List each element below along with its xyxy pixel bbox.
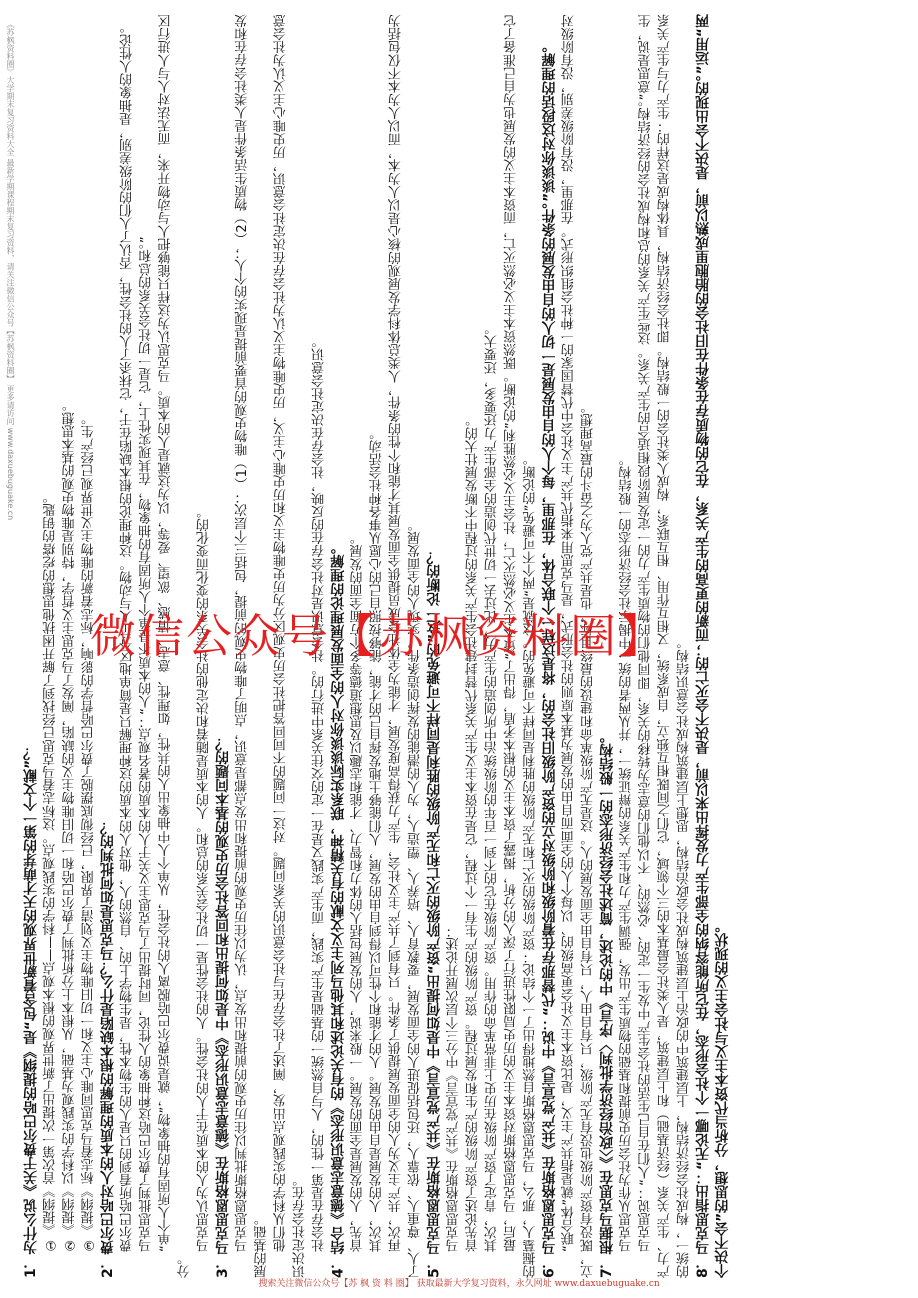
paragraph: “单个人所固有的抽象物”，就是说费尔巴哈脱离人的社会性，从单个人中抽象出人的共性，如理性、意志、情感、欲望、爱等，以为这就是人的本质。马克思认为这样只能够把人与动物开来，而无法对人与人进行区分。 bbox=[158, 14, 193, 1278]
section-8 bbox=[694, 14, 732, 1278]
paragraph: 再次，共产主义为人的全面发展提供了条件。只有到了共产主义社会，生产力获得高度发展，才能为全体社会成员提供全面发展其才能和个性的条件，人类总体科学发展观的核心是以人为本，而以人为本不仅包括为了人、尊重人、依靠人，还包括促进人的全面发展，要教育人、培养人、塑造人，为人的潜能的发挥创造条件，实现人的全面发展。 bbox=[388, 14, 424, 1278]
paragraph: 首先，人的发展是全面的发展。一般来说，人的发展包括人的体力和智力、才能和志趣以及思想道德等多个方面全面的发展。 bbox=[350, 531, 366, 1252]
paragraph: ②《提纲》以科学的实践观为基础，从根本上分析批判了费尔巴哈和一切旧唯物主义的缺陷，阐发了马克思主义哲学，特别是唯物史观的基本思想。 bbox=[62, 398, 78, 1252]
paragraph: 马克思从作为社会历史前提和基础的物质生产出发，强调生产力和生产关系的辩证统一，并从两者的统一中揭示社会经济形态的一般结构。 bbox=[619, 452, 635, 1252]
paragraph: 社会存在是第一性的，人与自然统一的基础是生产实践，而生产实践又是在一定的交往关系中进行的。社会意识是对社会存在的反映，社会存在决定社会意识。 bbox=[312, 334, 328, 1252]
paragraph: ①《提纲》首次第一次提出了新世界观的根本观点——科学的实践观点。这标志着马克思已经找到了解开困扰他思想的疙瘩的钥匙。 bbox=[43, 490, 59, 1252]
paragraph: 其次，人的发展是自由的发展。人的才能和个性可以得到自由的发展，人们能够土地发挥自己的才能，能够按照自己的心愿从事各种社会活动。 bbox=[369, 426, 385, 1252]
paragraph: 马克思批判了费尔巴哈这种抽象的人性论，同时提出了马克思主义关于人的本质的著名观点：“人的本质不是单个人所固有的抽象物，在其现实性上，它是一切社会关系的总和。” bbox=[139, 236, 155, 1252]
question-8: 8．马克思指出：“无论哪一个社会形态，在它所能容纳的全部生产力发挥出来以前，是决不会灭亡的；而新的更高的生产关系，在它的物质存在条件在旧社会的胎胞里成熟以前，是决不会出现的。”运用“两个决不会”的思想，分析当代资本主义与社会主义的现状。 bbox=[695, 14, 731, 1278]
paragraph: 最后，马克思恩格斯对资本主义的历史局限性进行了深入的分析，揭露了资本主义的根本矛盾，得出了“资本主义必然灭亡，社会主义必然胜利”的论断。既然资本主义必然灭亡，而资本主义的发展也为自己准备了它的掘墓人，那么，马克思恩格斯自然地得出了一个结论：资产阶级的灭亡和无产阶级的胜利是同样不可避免的。这就是“两个不可避免”的论断。 bbox=[504, 14, 539, 1278]
paragraph: “联合体”就是指共产主义，是比资本主义社会更高级的、以每个人的全面而自由的发展为基本原则的社会形式，是马克思用来指代共产主义社会中代替国家的一种社会组织形式。在那里，没有阶级差别，没有阶级对立，既没有资产阶级也没有无产阶级，只有自由人，只有自由全面发展的人。这是无产阶级革命和建设的最终目标，也是共产党人为之奋斗的最高理想。 bbox=[561, 14, 596, 1278]
paragraph: 其次，肯定了资产阶级在历史上非常革命的作用。资产阶级在它的不到一百年的阶级统治中所创造的生产力，比过去一切世代创造的全部生产力还要多，还要大。 bbox=[484, 321, 500, 1252]
question-5: 5．马克思恩格斯在《共产党宣言》中是如何提出“资产阶级的灭亡和无产阶级的胜利是同样不可避免的”这一论断的？ bbox=[426, 549, 443, 1278]
header-note: 《苏枫资料圈》大学期末复习资料大全 最新学期课程期末复习资料，请关注微信公众号【苏枫资料圈】 更多请访问 www.daxuebuguake.cn bbox=[6, 20, 15, 521]
section-1 bbox=[22, 14, 99, 1278]
paragraph: 费尔巴哈所看到的只是人的生物本性，是生物学上的、自然的人，他对人的本质的这种理解只是简单地区分了人与动物。这种理论的根本缺陷在于，它抹杀了人的社会性，否认了人们的阶级差别，是抽象的人性论。 bbox=[120, 20, 136, 1252]
paragraph: 他们从科学的实践观点出发，阐述了社会存在与社会意识的关系问题。对这一问题的不同回答把社会历史观区分为历史唯物主义和历史唯心主义，历史唯物主义认为社会存在决定社会意识，历史唯心主义认为社会意识决定社会存在。 bbox=[273, 14, 308, 1278]
question-4: 4．结合《德意志意识形态》的有关论述和其他马列主义文献的有关精神，联系实际谈谈你对人的全面发展理论的理解。 bbox=[330, 540, 347, 1278]
question-2: 2．费尔巴哈对人的本质的理解的根本缺陷是什么？马克思是如何批判的？ bbox=[99, 820, 116, 1278]
watermark: 微信公众号【苏枫资料圈】 bbox=[90, 609, 666, 663]
question-1: 1．为什么说《关于费尔巴哈的提纲》是“包含着新世界观的天才萌芽的第一个文献”？ bbox=[23, 745, 39, 1278]
question-6: 6．马克思恩格斯在《共产党宣言》中说：“代替那存在着阶级和阶级对立的资产阶级旧社会的，将是这样一个联合体，在那里，每个人的自由发展是一切人的自由发展的条件。”谈谈你对这段话的理解。 bbox=[541, 38, 558, 1278]
paragraph: 马克思认为人的本质在于人的社会性。人的社会性是一切社会关系的总和。人的本质是随着和决定他的社会关系的变化而变化的。 bbox=[196, 505, 212, 1252]
paragraph: 首先论述了资产阶级的产生和发展过程。资产阶级的产生有一个过程，它是在资本主义生产关系代替封建社会生产关系的过程中不断发展壮大的。 bbox=[465, 413, 481, 1252]
paragraph: 马克思说：“人们在自己生活的社会生产中发生一定的、必然的、不以他们的意志为转移的关系，即同他们的物质生产力的一定发展阶段相适合的生产关系。这些生产关系的总和构成社会的经济结构。”意思是说，生产力、生产关系（经济基础）和上层建筑，是人类社会最基本的三个领域，它们之间既相互独立，自成系统，又相互作用、相互联系，构成人类社会的一般结构。即社会经济结构，具体构成是这样的：生产力与生产关系的统一，构成社会经济结构，上层建筑中的政治上层建筑构成社会政治结构，思想上层建筑构成社会意识结构。 bbox=[638, 14, 692, 1278]
footer-note: 搜索关注微信公众号【苏 枫 资 料 圈】 获取最新大学复习资料，永久网址 www.daxuebuguake.cn bbox=[258, 1279, 660, 1289]
paragraph: 马克思恩格斯在《共产党宣言》中分三个层次展开论述： bbox=[446, 924, 462, 1252]
question-3: 3．马克思恩格斯在《德意志意识形态》中是如何提出和回答社会历史观的基本问题的？ bbox=[215, 736, 232, 1278]
paragraph: 马克思恩格斯批判以往历史观的前提和出发点，认为以往历史观的前提和出发点都是意识，点明了唯物史观的前提，包括三个层次：（1）唯物史观的首要前提是现实的个人；（2）物质生活条件是人类社会存在和发展的基础。 bbox=[235, 14, 270, 1278]
question-7: 7．根据马克思在《〈政治经济学批判〉序言》中的论述，简述社会经济形态的一般结构。 bbox=[599, 729, 616, 1278]
paragraph: ③《提纲》标志着马克思同唯心主义和一切旧唯物主义划清了界限，已经彻底摆脱了费尔巴哈哲学的影响，标志着新的唯物主义世界观已经产生。 bbox=[81, 411, 97, 1252]
